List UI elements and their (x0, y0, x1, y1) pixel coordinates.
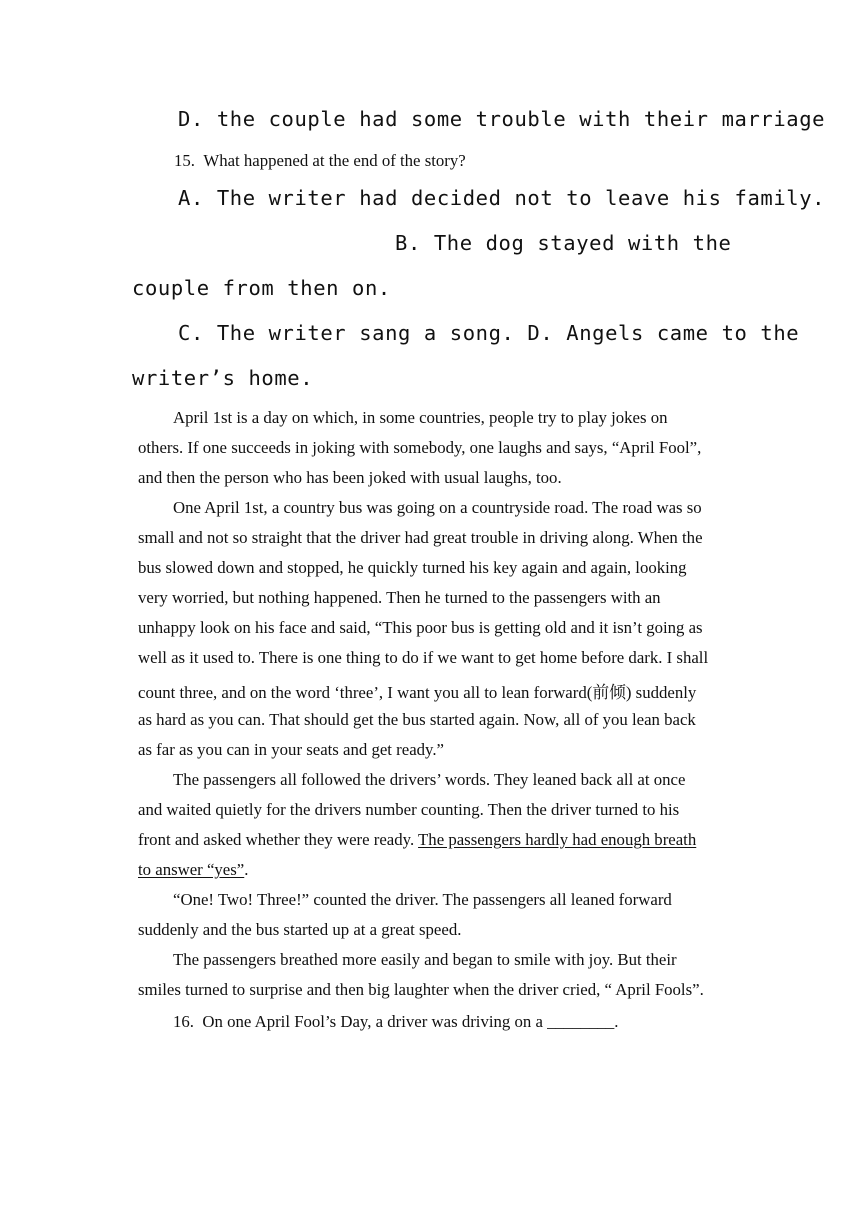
passage-line: One April 1st, a country bus was going on a countryside road. The road was so (173, 498, 702, 517)
passage-line: and waited quietly for the drivers number counting. Then the driver turned to his (138, 800, 680, 819)
passage-text: front and asked whether they were ready. (138, 830, 419, 849)
passage-line: and then the person who has been joked with usual laughs, too. (138, 468, 562, 487)
underlined-sentence: The passengers hardly had enough breath (418, 830, 697, 849)
passage-line: April 1st is a day on which, in some countries, people try to play jokes on (173, 408, 668, 427)
q15-option-b-line1: B. The dog stayed with the (395, 231, 732, 255)
q15-number: 15. (174, 151, 195, 170)
q16-question (173, 1012, 618, 1032)
q16-number: 16. (173, 1012, 194, 1031)
passage-line: others. If one succeeds in joking with somebody, one laughs and says, “April Fool”, (138, 438, 702, 457)
q15-option-cd-line1: C. The writer sang a song. D. Angels came to the (178, 321, 800, 345)
passage-line: small and not so straight that the driver had great trouble in driving along. When the (138, 528, 703, 547)
passage-line: as far as you can in your seats and get ready.” (138, 740, 444, 759)
passage-line: suddenly and the bus started up at a great speed. (138, 920, 462, 939)
passage-line: smiles turned to surprise and then big laughter when the driver cried, “ April Fools”. (138, 980, 704, 999)
passage-line: as hard as you can. That should get the bus started again. Now, all of you lean back (138, 710, 696, 729)
q15-option-cd-line2: writer’s home. (132, 366, 314, 390)
passage-line: bus slowed down and stopped, he quickly turned his key again and again, looking (138, 558, 687, 577)
q14-option-d: D. the couple had some trouble with their marriage (178, 107, 826, 131)
q16-question-text: On one April Fool’s Day, a driver was driving on a ________. (202, 1012, 619, 1031)
passage-line: The passengers breathed more easily and began to smile with joy. But their (173, 950, 677, 969)
passage-line: The passengers all followed the drivers’ words. They leaned back all at once (173, 770, 686, 789)
passage-line (138, 860, 248, 880)
q15-option-a: A. The writer had decided not to leave his family. (178, 186, 826, 210)
q15-question (174, 151, 466, 171)
passage-line: “One! Two! Three!” counted the driver. The passengers all leaned forward (173, 890, 672, 909)
passage-line: count three, and on the word ‘three’, I want you all to lean forward(前倾) suddenly (138, 683, 697, 702)
passage-line: very worried, but nothing happened. Then he turned to the passengers with an (138, 588, 661, 607)
q15-option-b-line2: couple from then on. (132, 276, 391, 300)
q15-question-text: What happened at the end of the story? (203, 151, 466, 170)
passage-text: . (244, 860, 249, 879)
passage-line: well as it used to. There is one thing to do if we want to get home before dark. I shall (138, 648, 709, 667)
passage-line: unhappy look on his face and said, “This poor bus is getting old and it isn’t going as (138, 618, 703, 637)
passage-line (138, 830, 696, 850)
underlined-sentence: to answer “yes” (138, 860, 245, 879)
